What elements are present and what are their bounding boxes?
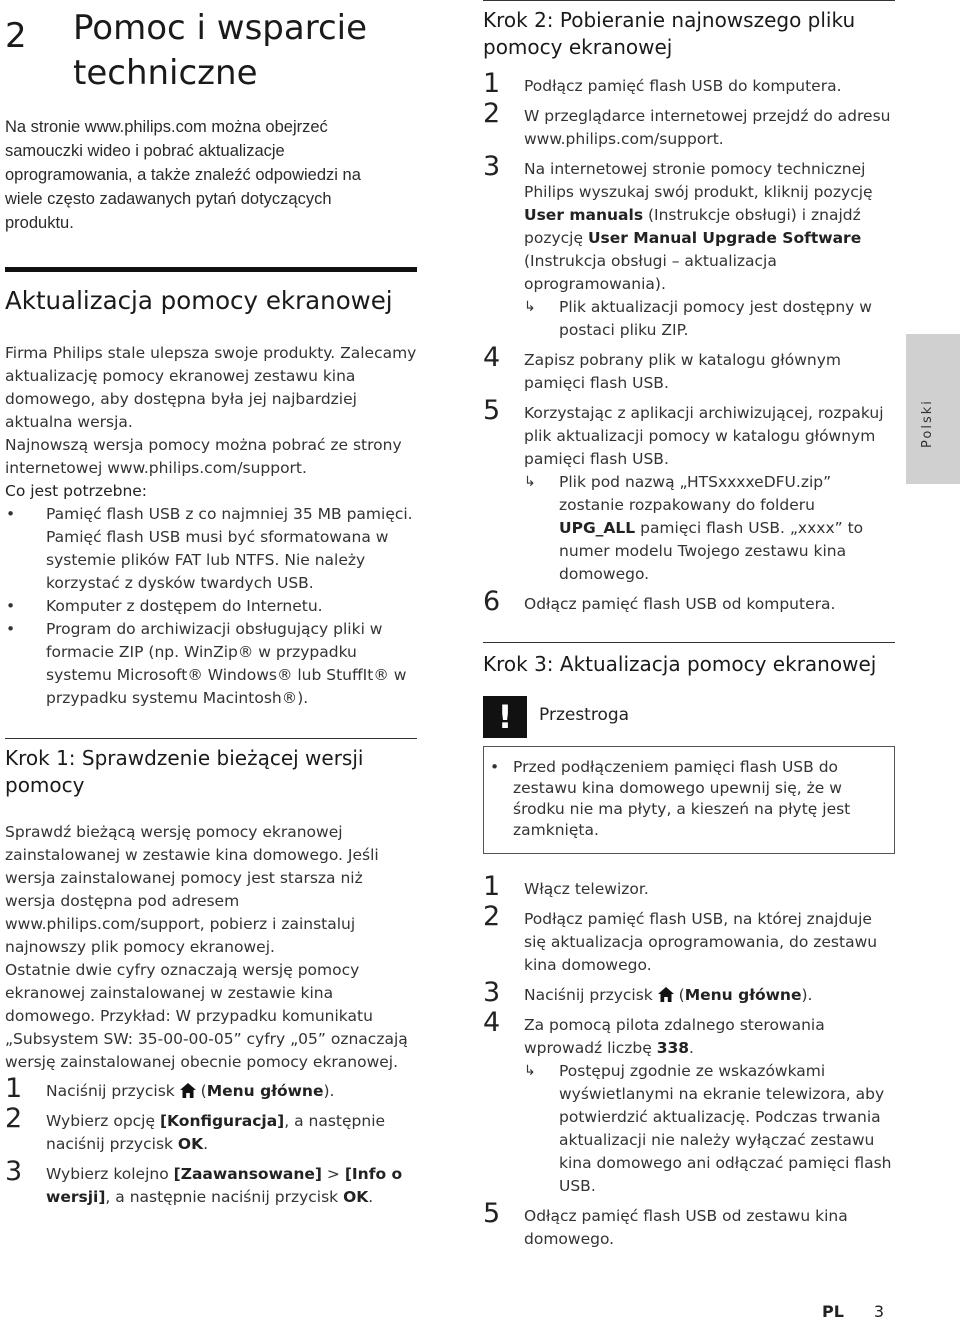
section-divider [5,267,417,272]
page-number: 3 [873,1302,885,1321]
list-item: • Komputer z dostępem do Internetu. [6,597,323,615]
result-note: ↳ Plik pod nazwą „HTSxxxxeDFU.zip” zostanie rozpakowany do folderu UPG_ALL pamięci flash USB. „xxxx” to numer modelu Twojego zestawu kina domowego. [524,473,864,583]
step1-list [5,1073,417,1209]
step1-paragraph-2: Ostatnie dwie cyfry oznaczają wersję pomocy ekranowej zainstalowanej w zestawie kina domowego. Przykład: W przypadku komunikatu „Subsystem SW: 35-00-00-05” cyfry „05” oznaczają wersję zainstalowanej obecnie pomocy ekranowej. [5,961,408,1071]
list-item: 3 Na internetowej stronie pomocy technicznej Philips wyszukaj swój produkt, kliknij pozycję User manuals (Instrukcje obsługi) i znajdź pozycję User Manual Upgrade Software (Instrukcja obsługi – aktualizacja oprogramowania). ↳ Plik aktualizacji pomocy jest dostępny w postaci pliku ZIP. [483,158,895,342]
caution-header [483,696,895,738]
chapter-title: Pomoc i wsparcie techniczne [73,8,367,93]
right-column [483,0,895,1251]
list-item: 6 Odłącz pamięć flash USB od komputera. [483,586,836,617]
list-item: 1 Naciśnij przycisk (Menu główne). [5,1073,335,1104]
arrow-icon: ↳ [524,474,536,490]
chapter-heading [5,0,417,96]
needs-list [5,503,417,710]
section-title-update: Aktualizacja pomocy ekranowej [5,286,393,315]
list-item: • Przed podłączeniem pamięci flash USB do zestawu kina domowego upewnij się, że w środku nie ma płyty, a kieszeń na płytę jest zamknięta. [490,758,851,839]
step1-divider [5,738,417,739]
home-icon [180,1083,196,1098]
step1-paragraph-1: Sprawdź bieżącą wersję pomocy ekranowej zainstalowanej w zestawie kina domowego. Jeśli wersja zainstalowanej pomocy jest starsza niż wersja dostępna pod adresem www.philips.com/support, pobierz i zainstaluj najnowszy plik pomocy ekranowej. [5,823,379,956]
step2-title: Krok 2: Pobieranie najnowszego pliku pomocy ekranowej [483,8,856,59]
exclamation-icon: ! [483,696,527,738]
step1-title: Krok 1: Sprawdzenie bieżącej wersji pomocy [5,746,364,797]
list-item: 5 Odłącz pamięć flash USB od zestawu kina domowego. [483,1198,848,1248]
list-item: 2 Podłącz pamięć flash USB, na której znajduje się aktualizacja oprogramowania, do zestawu kina domowego. [483,901,878,974]
list-item: 3 Naciśnij przycisk (Menu główne). [483,977,813,1008]
list-item: • Pamięć flash USB z co najmniej 35 MB pamięci. Pamięć flash USB musi być sformatowana w systemie plików FAT lub NTFS. Nie należy korzystać z dysków twardych USB. [6,505,413,592]
arrow-icon: ↳ [524,299,536,315]
result-note: ↳ Postępuj zgodnie ze wskazówkami wyświetlanymi na ekranie telewizora, aby potwierdzić aktualizację. Podczas trwania aktualizacji nie należy wyłączać zestawu kina domowego ani odłączać pamięci flash USB. [524,1062,892,1195]
footer-language: PL [822,1302,844,1321]
chapter-number: 2 [5,16,27,56]
result-note: ↳ Plik aktualizacji pomocy jest dostępny w postaci pliku ZIP. [524,298,872,339]
page-footer [822,1302,884,1321]
step3-list [483,871,895,1251]
step3-title: Krok 3: Aktualizacja pomocy ekranowej [483,652,877,676]
update-paragraph-2: Najnowszą wersja pomocy można pobrać ze strony internetowej www.philips.com/support. [5,436,402,477]
step3-divider [483,642,895,643]
list-item: 1 Podłącz pamięć flash USB do komputera. [483,68,842,99]
language-tab [906,334,960,484]
step2-list [483,68,895,617]
list-item: 2 W przeglądarce internetowej przejdź do adresu www.philips.com/support. [483,98,891,148]
step2-divider [483,0,895,1]
home-icon [658,987,674,1002]
list-item: 4 Zapisz pobrany plik w katalogu głównym pamięci flash USB. [483,342,841,392]
list-item: 2 Wybierz opcję [Konfiguracja], a następnie naciśnij przycisk OK. [5,1103,386,1153]
list-item: 5 Korzystając z aplikacji archiwizującej, rozpakuj plik aktualizacji pomocy w katalogu głównym pamięci flash USB. ↳ Plik pod nazwą „HTSxxxxeDFU.zip” zostanie rozpakowany do folderu UPG_ALL pamięci flash USB. „xxxx” to numer modelu Twojego zestawu kina domowego. [483,402,895,586]
chapter-intro: Na stronie www.philips.com można obejrzeć samouczki wideo i pobrać aktualizacje oprogramowania, a także znaleźć odpowiedzi na wiele często zadawanych pytań dotyczących produktu. [5,118,361,232]
list-item: 4 Za pomocą pilota zdalnego sterowania wprowadź liczbę 338. ↳ Postępuj zgodnie ze wskazówkami wyświetlanymi na ekranie telewizora, aby potwierdzić aktualizację. Podczas trwania aktualizacji nie należy wyłączać zestawu kina domowego ani odłączać pamięci flash USB. [483,1014,895,1198]
caution-title: Przestroga [539,705,630,725]
list-item: 3 Wybierz kolejno [Zaawansowane] > [Info o wersji], a następnie naciśnij przycisk OK. [5,1156,403,1206]
list-item: • Program do archiwizacji obsługujący pliki w formacie ZIP (np. WinZip® w przypadku systemu Microsoft® Windows® lub StuffIt® w przypadku systemu Macintosh®). [6,620,407,707]
caution-body [483,746,895,854]
list-item: 1 Włącz telewizor. [483,871,649,902]
need-title: Co jest potrzebne: [5,482,148,500]
language-tab-label: Polski [920,399,935,448]
arrow-icon: ↳ [524,1063,536,1079]
update-paragraph-1: Firma Philips stale ulepsza swoje produkty. Zalecamy aktualizację pomocy ekranowej zestawu kina domowego, aby dostępna była jej najbardziej aktualna wersja. [5,344,417,431]
left-column [5,0,417,1209]
caution-box [483,696,895,854]
